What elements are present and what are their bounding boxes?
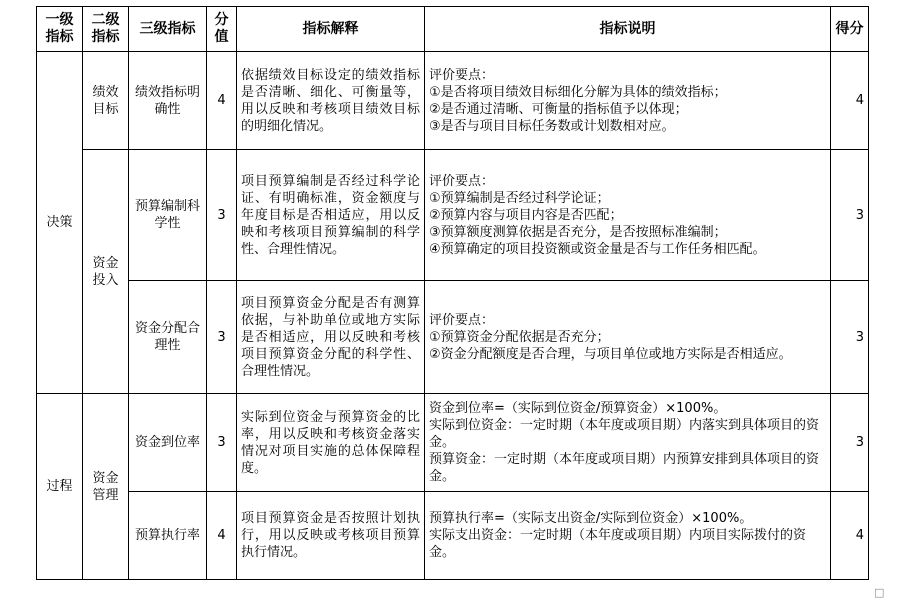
level2-cell-target: 绩效目标 xyxy=(83,52,129,150)
level1-cell-decision: 决策 xyxy=(37,52,83,394)
level3-cell: 预算编制科学性 xyxy=(129,150,207,281)
explanation-cell: 项目预算资金分配是否有测算依据，与补助单位或地方实际是否相适应，用以反映和考核项目预算资金分配的科学性、合理性情况。 xyxy=(237,281,425,394)
table-row xyxy=(37,281,869,394)
level2-cell-investment: 资金投入 xyxy=(83,150,129,394)
score-cell: 4 xyxy=(207,492,237,580)
result-cell: 3 xyxy=(831,281,869,394)
table-row xyxy=(37,52,869,150)
description-cell: 评价要点： ①预算编制是否经过科学论证； ②预算内容与项目内容是否匹配； ③预算额度测算依据是否充分，是否按照标准编制； ④预算确定的项目投资额或资金量是否与工作任务相匹配。 xyxy=(425,150,831,281)
header-level3: 三级指标 xyxy=(129,7,207,52)
explanation-cell: 实际到位资金与预算资金的比率，用以反映和考核资金落实情况对项目实施的总体保障程度。 xyxy=(237,394,425,492)
explanation-cell: 项目预算编制是否经过科学论证、有明确标准，资金额度与年度目标是否相适应，用以反映和考核项目预算编制的科学性、合理性情况。 xyxy=(237,150,425,281)
table-header-row xyxy=(37,7,869,52)
performance-indicator-table xyxy=(36,6,869,580)
header-score: 分值 xyxy=(207,7,237,52)
score-cell: 3 xyxy=(207,281,237,394)
level3-cell: 绩效指标明确性 xyxy=(129,52,207,150)
level1-cell-process: 过程 xyxy=(37,394,83,580)
description-cell: 评价要点： ①是否将项目绩效目标细化分解为具体的绩效指标； ②是否通过清晰、可衡量的指标值予以体现； ③是否与项目目标任务数或计划数相对应。 xyxy=(425,52,831,150)
table-row xyxy=(37,394,869,492)
level3-cell: 资金到位率 xyxy=(129,394,207,492)
level2-cell-management: 资金管理 xyxy=(83,394,129,580)
result-cell: 4 xyxy=(831,52,869,150)
header-explanation: 指标解释 xyxy=(237,7,425,52)
score-cell: 4 xyxy=(207,52,237,150)
description-cell: 资金到位率=（实际到位资金/预算资金）×100%。 实际到位资金：一定时期（本年度或项目期）内落实到具体项目的资金。 预算资金：一定时期（本年度或项目期）内预算安排到具体项目的资金。 xyxy=(425,394,831,492)
explanation-cell: 依据绩效目标设定的绩效指标是否清晰、细化、可衡量等，用以反映和考核项目绩效目标的明细化情况。 xyxy=(237,52,425,150)
table-row xyxy=(37,492,869,580)
level3-cell: 预算执行率 xyxy=(129,492,207,580)
header-level2: 二级指标 xyxy=(83,7,129,52)
result-cell: 3 xyxy=(831,150,869,281)
header-description: 指标说明 xyxy=(425,7,831,52)
explanation-cell: 项目预算资金是否按照计划执行，用以反映或考核项目预算执行情况。 xyxy=(237,492,425,580)
score-cell: 3 xyxy=(207,394,237,492)
description-cell: 预算执行率=（实际支出资金/实际到位资金）×100%。 实际支出资金：一定时期（本年度或项目期）内项目实际拨付的资金。 xyxy=(425,492,831,580)
result-cell: 3 xyxy=(831,394,869,492)
level3-cell: 资金分配合理性 xyxy=(129,281,207,394)
header-result: 得分 xyxy=(831,7,869,52)
end-of-cell-marker-icon: □ xyxy=(874,586,885,599)
table-row xyxy=(37,150,869,281)
description-cell: 评价要点： ①预算资金分配依据是否充分； ②资金分配额度是否合理，与项目单位或地方实际是否相适应。 xyxy=(425,281,831,394)
header-level1: 一级指标 xyxy=(37,7,83,52)
score-cell: 3 xyxy=(207,150,237,281)
result-cell: 4 xyxy=(831,492,869,580)
